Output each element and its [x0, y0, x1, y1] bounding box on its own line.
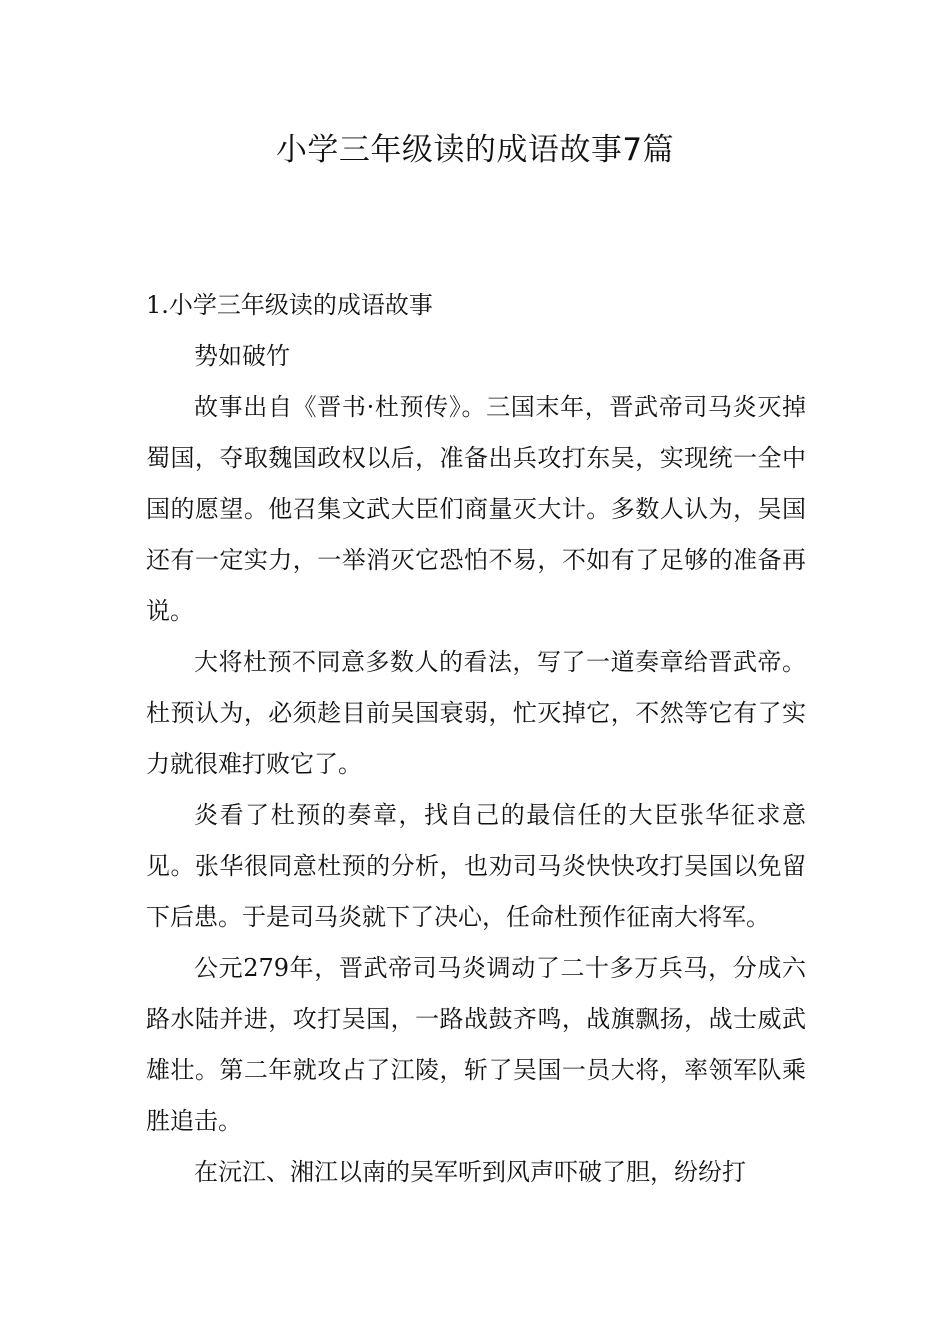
paragraph-2: 大将杜预不同意多数人的看法，写了一道奏章给晋武帝。杜预认为，必须趁目前吴国衰弱，忙灭掉它，不然等它有了实力就很难打败它了。 [146, 648, 806, 778]
document-body [146, 280, 806, 1198]
paragraph-1: 故事出自《晋书·杜预传》。三国末年，晋武帝司马炎灭掉蜀国，夺取魏国政权以后，准备出兵攻打东吴，实现统一全中国的愿望。他召集文武大臣们商量灭大计。多数人认为，吴国还有一定实力，一举消灭它恐怕不易，不如有了足够的准备再说。 [146, 393, 806, 625]
section-heading: 1.小学三年级读的成语故事 [146, 291, 433, 319]
paragraph-5: 在沅江、湘江以南的吴军听到风声吓破了胆，纷纷打 [194, 1158, 746, 1186]
paragraph-4: 公元279年，晋武帝司马炎调动了二十多万兵马，分成六路水陆并进，攻打吴国，一路战鼓齐鸣，战旗飘扬，战士威武雄壮。第二年就攻占了江陵，斩了吴国一员大将，率领军队乘胜追击。 [146, 954, 806, 1135]
story-title: 势如破竹 [194, 342, 290, 370]
paragraph-3: 炎看了杜预的奏章，找自己的最信任的大臣张华征求意见。张华很同意杜预的分析，也劝司马炎快快攻打吴国以免留下后患。于是司马炎就下了决心，任命杜预作征南大将军。 [146, 801, 806, 931]
document-title: 小学三年级读的成语故事7篇 [275, 132, 675, 168]
